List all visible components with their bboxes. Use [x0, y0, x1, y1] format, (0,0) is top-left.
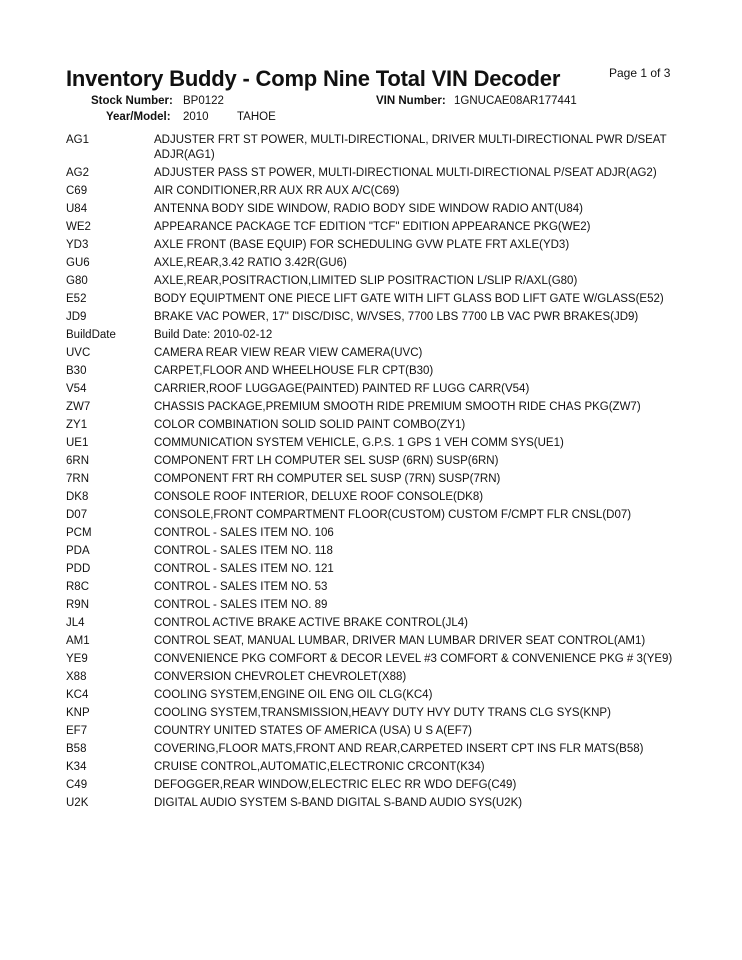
option-code: AM1 — [66, 635, 90, 647]
option-code: V54 — [66, 383, 87, 395]
vin-label: VIN Number: — [376, 95, 446, 107]
option-description: DEFOGGER,REAR WINDOW,ELECTRIC ELEC RR WDO DEFG(C49) — [154, 779, 517, 791]
option-description: CONTROL ACTIVE BRAKE ACTIVE BRAKE CONTROL(JL4) — [154, 617, 468, 629]
option-description: COMPONENT FRT LH COMPUTER SEL SUSP (6RN) SUSP(6RN) — [154, 455, 499, 467]
option-description: COUNTRY UNITED STATES OF AMERICA (USA) U S A(EF7) — [154, 725, 472, 737]
option-row — [66, 634, 706, 649]
stock-number-value: BP0122 — [183, 95, 224, 107]
option-description: COOLING SYSTEM,TRANSMISSION,HEAVY DUTY HVY DUTY TRANS CLG SYS(KNP) — [154, 707, 611, 719]
option-code: PDA — [66, 545, 90, 557]
option-code: UVC — [66, 347, 91, 359]
option-row — [66, 328, 706, 343]
option-description: CARPET,FLOOR AND WHEELHOUSE FLR CPT(B30) — [154, 365, 434, 377]
option-row — [66, 400, 706, 415]
option-code: PCM — [66, 527, 92, 539]
option-description: APPEARANCE PACKAGE TCF EDITION "TCF" EDITION APPEARANCE PKG(WE2) — [154, 221, 591, 233]
option-row — [66, 238, 706, 253]
option-code: B30 — [66, 365, 87, 377]
option-description: ADJUSTER FRT ST POWER, MULTI-DIRECTIONAL, DRIVER MULTI-DIRECTIONAL PWR D/SEAT ADJR(AG1) — [154, 134, 667, 161]
option-description: CHASSIS PACKAGE,PREMIUM SMOOTH RIDE PREMIUM SMOOTH RIDE CHAS PKG(ZW7) — [154, 401, 641, 413]
option-row — [66, 508, 706, 523]
option-row — [66, 166, 706, 181]
stock-number-label — [91, 95, 173, 107]
option-row — [66, 562, 706, 577]
year-value: 2010 — [183, 111, 209, 123]
option-row — [66, 688, 706, 703]
option-row — [66, 220, 706, 235]
option-description: CARRIER,ROOF LUGGAGE(PAINTED) PAINTED RF LUGG CARR(V54) — [154, 383, 530, 395]
option-code: R9N — [66, 599, 90, 611]
option-row — [66, 670, 706, 685]
option-code: ZY1 — [66, 419, 88, 431]
option-code: YE9 — [66, 653, 88, 665]
option-code: C49 — [66, 779, 88, 791]
option-code: WE2 — [66, 221, 91, 233]
option-row — [66, 724, 706, 739]
option-description: COVERING,FLOOR MATS,FRONT AND REAR,CARPETED INSERT CPT INS FLR MATS(B58) — [154, 743, 644, 755]
option-code: E52 — [66, 293, 87, 305]
vin-number-value: 1GNUCAE08AR177441 — [454, 95, 577, 107]
option-row — [66, 778, 706, 793]
option-description: AXLE,REAR,3.42 RATIO 3.42R(GU6) — [154, 257, 347, 269]
option-row — [66, 364, 706, 379]
option-description: ADJUSTER PASS ST POWER, MULTI-DIRECTIONAL MULTI-DIRECTIONAL P/SEAT ADJR(AG2) — [154, 167, 657, 179]
option-description: COOLING SYSTEM,ENGINE OIL ENG OIL CLG(KC4) — [154, 689, 433, 701]
option-row — [66, 346, 706, 361]
option-code: DK8 — [66, 491, 89, 503]
option-row — [66, 544, 706, 559]
option-description: Build Date: 2010-02-12 — [154, 329, 273, 341]
option-code: KNP — [66, 707, 90, 719]
option-row — [66, 382, 706, 397]
option-row — [66, 184, 706, 199]
option-code: 6RN — [66, 455, 90, 467]
option-row — [66, 418, 706, 433]
option-code: JL4 — [66, 617, 85, 629]
option-code: AG1 — [66, 134, 90, 146]
year-model-label — [106, 111, 171, 123]
option-row — [66, 616, 706, 631]
option-code: ZW7 — [66, 401, 91, 413]
option-code: K34 — [66, 761, 87, 773]
option-description: BRAKE VAC POWER, 17" DISC/DISC, W/VSES, 7700 LBS 7700 LB VAC PWR BRAKES(JD9) — [154, 311, 639, 323]
option-description: CONVENIENCE PKG COMFORT & DECOR LEVEL #3 COMFORT & CONVENIENCE PKG # 3(YE9) — [154, 653, 673, 665]
option-description: CONTROL - SALES ITEM NO. 118 — [154, 545, 333, 557]
year-label: Year/Model: — [106, 111, 171, 123]
vin-number-label — [376, 95, 446, 107]
option-code: EF7 — [66, 725, 88, 737]
option-description: AXLE,REAR,POSITRACTION,LIMITED SLIP POSITRACTION L/SLIP R/AXL(G80) — [154, 275, 578, 287]
option-row — [66, 472, 706, 487]
option-row — [66, 274, 706, 289]
option-row — [66, 796, 706, 811]
option-description: CONTROL SEAT, MANUAL LUMBAR, DRIVER MAN LUMBAR DRIVER SEAT CONTROL(AM1) — [154, 635, 646, 647]
option-row — [66, 436, 706, 451]
option-row — [66, 454, 706, 469]
option-row — [66, 310, 706, 325]
option-code: PDD — [66, 563, 91, 575]
option-description: AIR CONDITIONER,RR AUX RR AUX A/C(C69) — [154, 185, 400, 197]
option-row — [66, 526, 706, 541]
option-code: KC4 — [66, 689, 89, 701]
option-description: CAMERA REAR VIEW REAR VIEW CAMERA(UVC) — [154, 347, 423, 359]
option-code: 7RN — [66, 473, 90, 485]
option-row — [66, 490, 706, 505]
option-description: AXLE FRONT (BASE EQUIP) FOR SCHEDULING GVW PLATE FRT AXLE(YD3) — [154, 239, 570, 251]
option-description: CONSOLE,FRONT COMPARTMENT FLOOR(CUSTOM) CUSTOM F/CMPT FLR CNSL(D07) — [154, 509, 632, 521]
page-title: Inventory Buddy - Comp Nine Total VIN Decoder — [66, 66, 561, 91]
option-description: BODY EQUIPTMENT ONE PIECE LIFT GATE WITH LIFT GLASS BOD LIFT GATE W/GLASS(E52) — [154, 293, 664, 305]
page-number: Page 1 of 3 — [609, 66, 671, 80]
option-code: YD3 — [66, 239, 89, 251]
option-code: BuildDate — [66, 329, 116, 341]
option-description: CONTROL - SALES ITEM NO. 121 — [154, 563, 334, 575]
option-row — [66, 256, 706, 271]
option-code: AG2 — [66, 167, 90, 179]
option-row — [66, 742, 706, 757]
option-row — [66, 580, 706, 595]
model-value: TAHOE — [237, 111, 276, 123]
option-description: CONTROL - SALES ITEM NO. 53 — [154, 581, 328, 593]
option-code-list — [66, 133, 706, 814]
option-description: CONTROL - SALES ITEM NO. 106 — [154, 527, 334, 539]
option-description: CONSOLE ROOF INTERIOR, DELUXE ROOF CONSOLE(DK8) — [154, 491, 484, 503]
option-description: DIGITAL AUDIO SYSTEM S-BAND DIGITAL S-BAND AUDIO SYS(U2K) — [154, 797, 523, 809]
option-code: G80 — [66, 275, 88, 287]
option-code: U2K — [66, 797, 89, 809]
option-code: D07 — [66, 509, 88, 521]
option-code: JD9 — [66, 311, 87, 323]
option-row — [66, 598, 706, 613]
option-description: CRUISE CONTROL,AUTOMATIC,ELECTRONIC CRCONT(K34) — [154, 761, 485, 773]
option-row — [66, 292, 706, 307]
option-code: X88 — [66, 671, 87, 683]
option-code: U84 — [66, 203, 88, 215]
stock-label: Stock Number: — [91, 95, 173, 107]
option-row — [66, 760, 706, 775]
option-description: CONTROL - SALES ITEM NO. 89 — [154, 599, 328, 611]
option-code: GU6 — [66, 257, 90, 269]
option-code: R8C — [66, 581, 90, 593]
option-description: ANTENNA BODY SIDE WINDOW, RADIO BODY SIDE WINDOW RADIO ANT(U84) — [154, 203, 583, 215]
option-row — [66, 133, 706, 163]
option-code: UE1 — [66, 437, 89, 449]
option-row — [66, 652, 706, 667]
option-row — [66, 202, 706, 217]
option-description: COMMUNICATION SYSTEM VEHICLE, G.P.S. 1 GPS 1 VEH COMM SYS(UE1) — [154, 437, 564, 449]
option-row — [66, 706, 706, 721]
option-description: COLOR COMBINATION SOLID SOLID PAINT COMBO(ZY1) — [154, 419, 466, 431]
option-code: C69 — [66, 185, 88, 197]
option-code: B58 — [66, 743, 87, 755]
option-description: CONVERSION CHEVROLET CHEVROLET(X88) — [154, 671, 407, 683]
option-description: COMPONENT FRT RH COMPUTER SEL SUSP (7RN) SUSP(7RN) — [154, 473, 501, 485]
